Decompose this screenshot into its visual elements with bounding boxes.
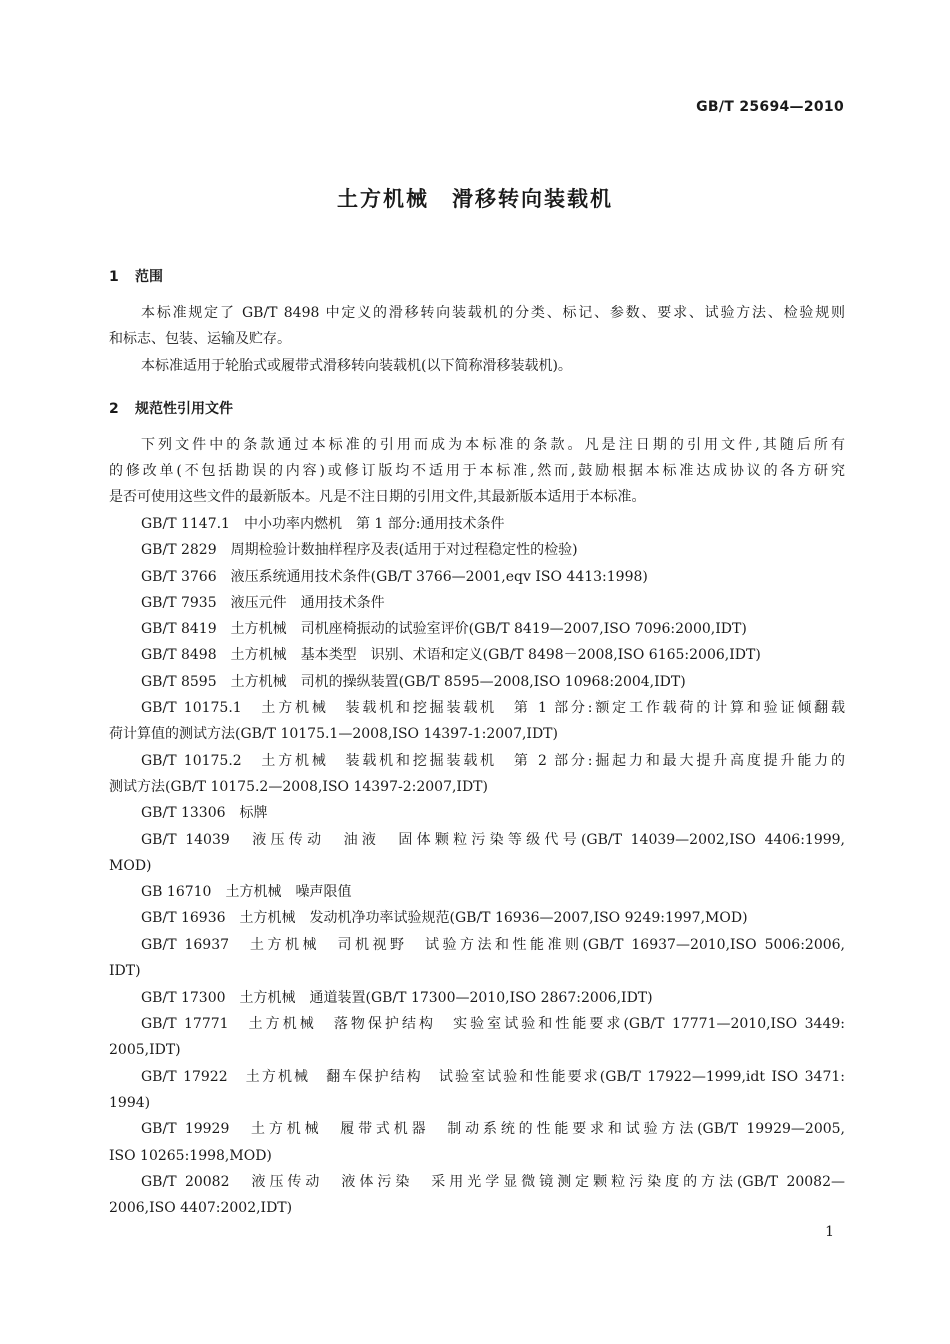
reference-item: GB/T 1147.1 中小功率内燃机 第 1 部分:通用技术条件 — [141, 516, 505, 532]
reference-item: GB/T 8498 土方机械 基本类型 识别、术语和定义(GB/T 8498－2008,ISO 6165:2006,IDT) — [141, 647, 761, 663]
reference-item: GB/T 19929 土方机械 履带式机器 制动系统的性能要求和试验方法(GB/T 19929—2005, — [141, 1121, 845, 1137]
reference-item-continued: ISO 10265:1998,MOD) — [109, 1148, 272, 1164]
standard-code: GB/T 25694—2010 — [696, 99, 844, 115]
section-title: 规范性引用文件 — [135, 401, 233, 417]
paragraph-line: 和标志、包装、运输及贮存。 — [109, 331, 291, 347]
reference-item-continued: 荷计算值的测试方法(GB/T 10175.1—2008,ISO 14397-1:2007,IDT) — [109, 726, 558, 742]
reference-item: GB/T 17922 土方机械 翻车保护结构 试验室试验和性能要求(GB/T 17922—1999,idt ISO 3471: — [141, 1069, 845, 1085]
reference-item-continued: 2006,ISO 4407:2002,IDT) — [109, 1200, 293, 1216]
reference-item: GB/T 7935 液压元件 通用技术条件 — [141, 595, 385, 611]
section-2-heading — [109, 398, 233, 418]
reference-item: GB/T 8419 土方机械 司机座椅振动的试验室评价(GB/T 8419—2007,ISO 7096:2000,IDT) — [141, 621, 747, 637]
reference-item-continued: 1994) — [109, 1095, 151, 1111]
document-title: 土方机械 滑移转向装载机 — [337, 187, 613, 211]
reference-item: GB/T 17771 土方机械 落物保护结构 实验室试验和性能要求(GB/T 17771—2010,ISO 3449: — [141, 1016, 845, 1032]
section-number: 1 — [109, 269, 119, 285]
reference-item: GB/T 14039 液压传动 油液 固体颗粒污染等级代号(GB/T 14039—2002,ISO 4406:1999, — [141, 832, 845, 848]
paragraph-line: 是否可使用这些文件的最新版本。凡是不注日期的引用文件,其最新版本适用于本标准。 — [109, 489, 646, 505]
reference-item: GB/T 3766 液压系统通用技术条件(GB/T 3766—2001,eqv ISO 4413:1998) — [141, 569, 648, 585]
reference-item: GB/T 8595 土方机械 司机的操纵装置(GB/T 8595—2008,ISO 10968:2004,IDT) — [141, 674, 686, 690]
reference-item: GB/T 2829 周期检验计数抽样程序及表(适用于对过程稳定性的检验) — [141, 542, 578, 558]
reference-item: GB/T 17300 土方机械 通道装置(GB/T 17300—2010,ISO 2867:2006,IDT) — [141, 990, 653, 1006]
section-1-heading — [109, 266, 163, 286]
page-number: 1 — [825, 1224, 834, 1240]
reference-item: GB 16710 土方机械 噪声限值 — [141, 884, 352, 900]
section-number: 2 — [109, 401, 119, 417]
reference-item: GB/T 10175.2 土方机械 装载机和挖掘装载机 第 2 部分:掘起力和最大提升高度提升能力的 — [141, 753, 845, 769]
paragraph-line: 本标准规定了 GB/T 8498 中定义的滑移转向装载机的分类、标记、参数、要求、试验方法、检验规则 — [141, 305, 845, 321]
section-title: 范围 — [135, 269, 163, 285]
reference-item-continued: MOD) — [109, 858, 152, 874]
reference-item-continued: IDT) — [109, 963, 141, 979]
paragraph-line: 本标准适用于轮胎式或履带式滑移转向装载机(以下简称滑移装载机)。 — [141, 358, 572, 374]
reference-item: GB/T 10175.1 土方机械 装载机和挖掘装载机 第 1 部分:额定工作载荷的计算和验证倾翻载 — [141, 700, 845, 716]
reference-item: GB/T 20082 液压传动 液体污染 采用光学显微镜测定颗粒污染度的方法(GB/T 20082— — [141, 1174, 845, 1190]
reference-item: GB/T 16937 土方机械 司机视野 试验方法和性能准则(GB/T 16937—2010,ISO 5006:2006, — [141, 937, 845, 953]
paragraph-line: 的修改单(不包括勘误的内容)或修订版均不适用于本标准,然而,鼓励根据本标准达成协议的各方研究 — [109, 463, 845, 479]
reference-item: GB/T 16936 土方机械 发动机净功率试验规范(GB/T 16936—2007,ISO 9249:1997,MOD) — [141, 910, 748, 926]
paragraph-line: 下列文件中的条款通过本标准的引用而成为本标准的条款。凡是注日期的引用文件,其随后所有 — [141, 437, 845, 453]
reference-item-continued: 2005,IDT) — [109, 1042, 181, 1058]
reference-item-continued: 测试方法(GB/T 10175.2—2008,ISO 14397-2:2007,IDT) — [109, 779, 488, 795]
reference-item: GB/T 13306 标牌 — [141, 805, 268, 821]
